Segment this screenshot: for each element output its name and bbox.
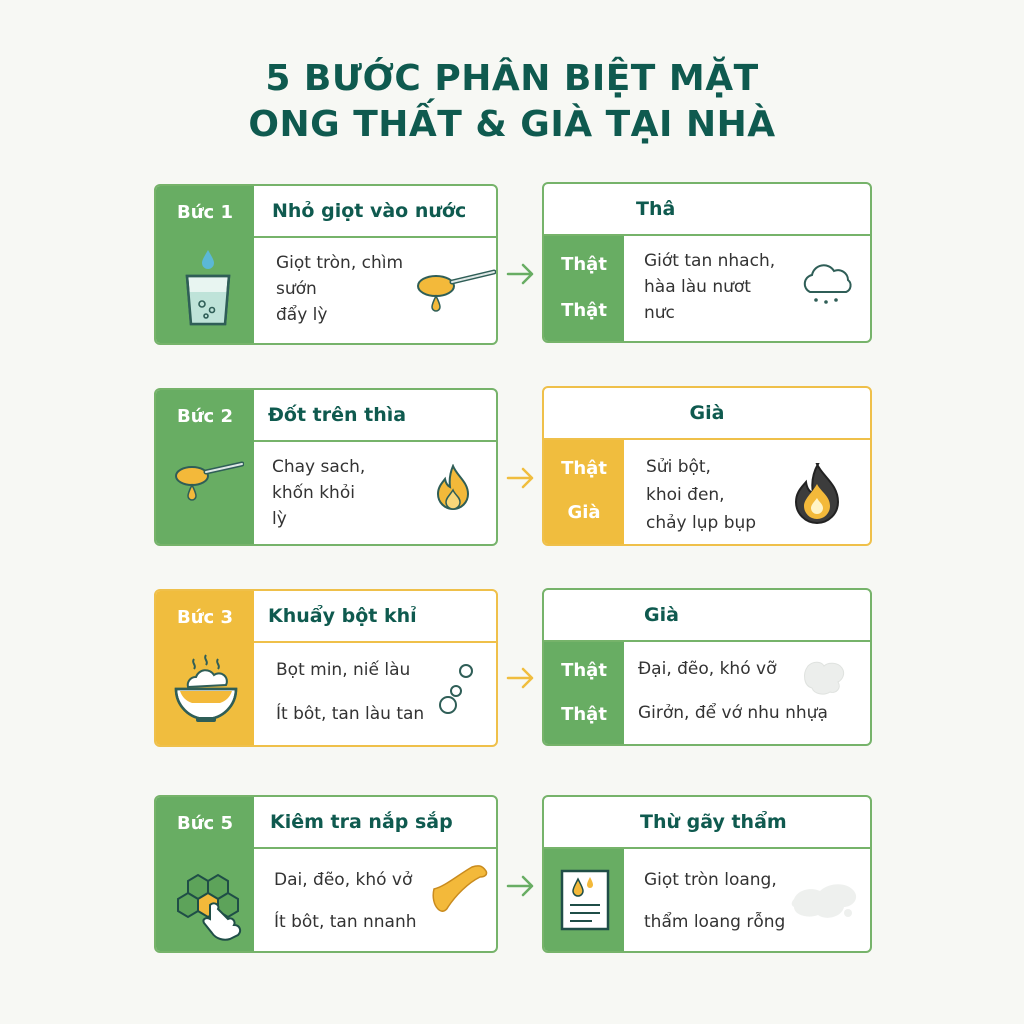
step-2-line-1: Chay sach, [272,457,366,477]
result-3-heading: Già [644,604,679,626]
result-1-sidebar [544,236,624,341]
step-5-heading-bar [254,797,496,849]
paper-drop-icon [558,867,612,933]
step-2-card [154,388,498,546]
result-3-heading-bar [544,590,870,642]
step-5-heading: Kiêm tra nắp sắp [270,811,453,833]
step-1-heading-bar [254,186,496,238]
result-3-line-1: Đại, đẽo, khó vỡ [638,659,777,679]
result-5-card [542,795,872,953]
result-2-heading-bar [544,388,870,440]
step-2-line-2: khốn khỏi [272,483,355,503]
stain-icon [790,875,860,925]
result-2-heading: Già [689,402,725,424]
step-5-line-2: Ít bôt, tan nnanh [274,912,417,932]
result-1-line-1: Giớt tan nhach, [644,251,776,271]
step-3-line-1: Bọt min, niế làu [276,660,411,680]
page-title [0,56,1024,148]
result-1-card [542,182,872,343]
result-3-label-1: Thật [561,660,607,681]
result-5-heading: Thừ gãy thẩm [640,811,787,833]
step-2-heading-bar [254,390,496,442]
result-3-line-2: Girởn, để vớ nhu nhựạ [638,703,828,723]
honey-spoon-icon [172,460,244,508]
step-1-heading: Nhỏ giọt vào nước [272,200,467,222]
result-1-heading-bar [544,184,870,236]
arrow-right-icon [506,262,536,286]
result-1-line-2: hàa làu nươt [644,277,751,297]
result-5-line-2: thẩm loang rỗng [644,912,786,932]
fire-icon [790,462,844,524]
result-2-label-1: Thật [561,458,607,479]
wax-strip-icon [428,859,494,919]
honeycomb-hand-icon [174,859,254,941]
result-2-line-3: chảy lụp bụp [646,513,757,533]
step-3-line-2: Ít bôt, tan làu tan [276,704,425,724]
result-1-line-3: nưc [644,303,675,323]
step-2-label: Bức 2 [177,405,233,427]
step-1-line-1: Giọt tròn, chìm [276,253,404,273]
step-5-line-1: Dai, đẽo, khó vở [274,870,413,890]
step-1-line-3: đẩy lỳ [276,305,328,325]
result-2-sidebar [544,440,624,544]
result-1-label-1: Thật [561,254,607,275]
step-3-heading: Khuẩy bột khỉ [268,605,417,627]
step-5-label: Bức 5 [177,812,233,834]
step-1-line-2: sướn [276,279,317,299]
result-5-line-1: Giọt tròn loang, [644,870,777,890]
arrow-right-icon [506,666,536,690]
flame-icon [434,464,472,512]
foam-bowl-icon [172,653,240,725]
honey-spoon-icon [414,268,498,318]
cloud-icon [798,260,854,308]
water-glass-icon [182,248,234,328]
result-5-heading-bar [544,797,870,849]
title-line-2: ONG THẤT & GIÀ TẠI NHÀ [248,104,776,145]
result-1-label-2: Thật [561,300,607,321]
result-3-card [542,588,872,746]
step-3-card [154,589,498,747]
step-2-line-3: lỳ [272,509,287,529]
wax-smudge-icon [802,656,848,696]
step-3-heading-bar [254,591,496,643]
step-3-label: Bức 3 [177,606,233,628]
result-2-line-2: khoi đen, [646,485,725,505]
result-3-label-2: Thật [561,704,607,725]
result-2-card [542,386,872,546]
step-1-label: Bức 1 [177,201,233,223]
result-1-heading: Thâ [636,198,676,220]
arrow-right-icon [506,466,536,490]
title-line-1: 5 BƯỚC PHÂN BIỆT MẶT [265,58,759,99]
step-1-card [154,184,498,345]
result-3-sidebar [544,642,624,744]
arrow-right-icon [506,874,536,898]
result-2-line-1: Sửi bột, [646,457,711,477]
step-2-heading: Đốt trên thìa [268,404,407,426]
bubbles-icon [434,661,478,715]
result-2-label-2: Già [567,502,601,523]
step-5-card [154,795,498,953]
